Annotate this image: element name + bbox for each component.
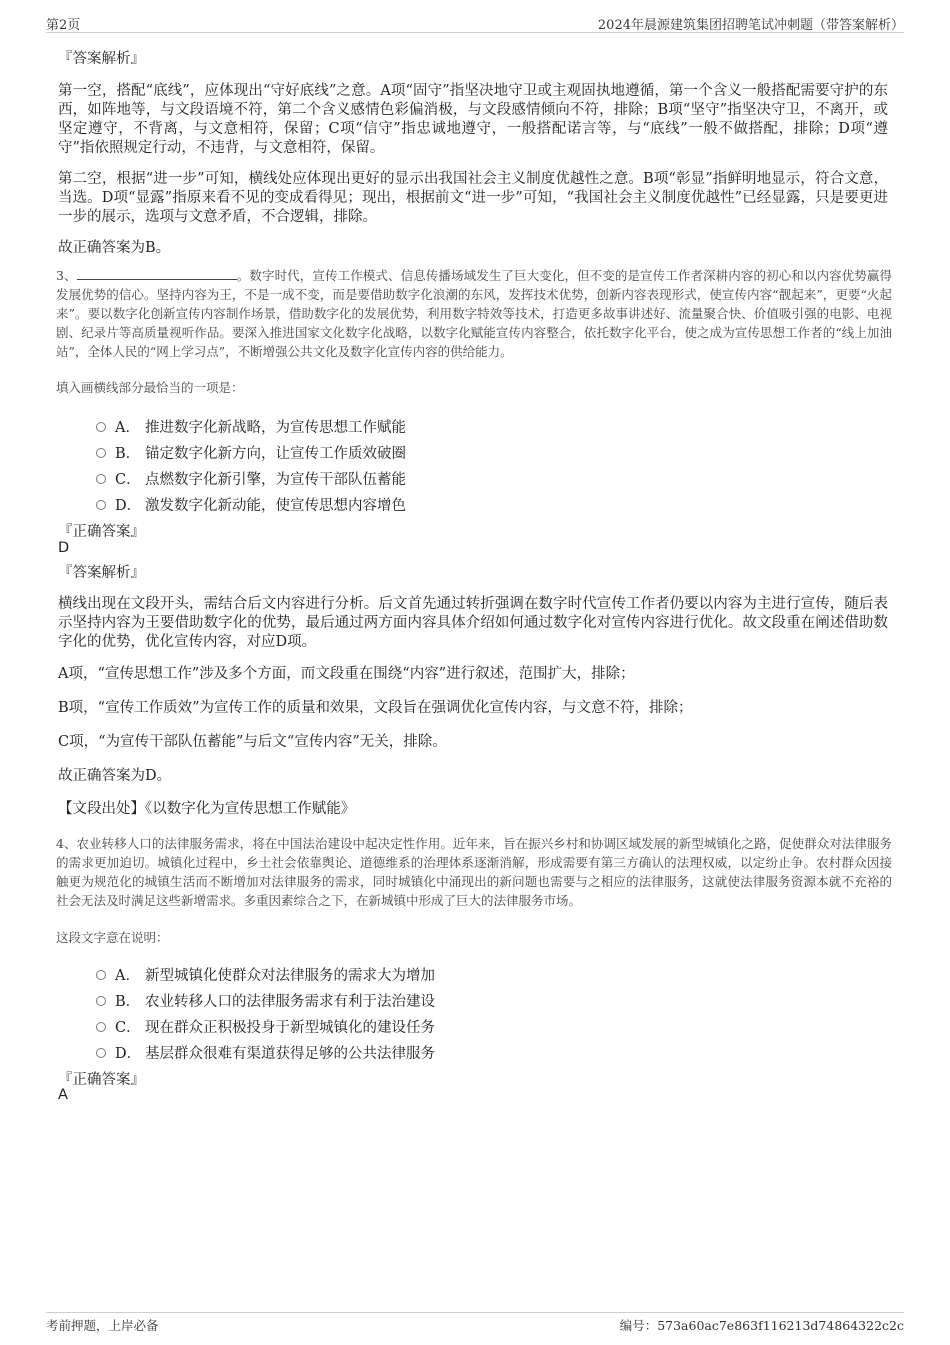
- footer-slogan: 考前押题，上岸必备: [46, 1318, 159, 1333]
- question-3-text: 。数字时代，宣传工作模式、信息传播场域发生了巨大变化，但不变的是宣传工作者深耕内容的初心和以内容优势赢得发展优势的信心。坚持内容为王，不是一成不变，而是要借助数字化浪潮的东风，发挥技术优势，创新内容表现形式，使宣传内容“靓起来”，更要“火起来”。要以数字化创新宣传内容制作场景，借助数字化的发展优势，利用数字特效等技术，打造更多故事讲述好、流量聚合快、价值吸引强的电影、电视剧、纪录片等高质量视听作品。要深入推进国家文化数字化战略，以数字化赋能宣传内容整合，依托数字化平台，使之成为宣传思想工作者的“线上加油站”，全体人民的“网上学习点”，不断增强公共文化及数字化宣传内容的供给能力。: [56, 268, 893, 359]
- q2-analysis-paragraph-1: 第一空，搭配“底线”，应体现出“守好底线”之意。A项“固守”指坚决地守卫或主观固执地遵循，第一个含义一般搭配需要守护的东西，如阵地等，与文段语境不符，第二个含义感情色彩偏消极，与文段感情倾向不符，排除；B项“坚守”指坚决守卫，不离开，或坚定遵守，不背离，与文意相符，保留；C项“信守”指忠诚地遵守，一般搭配诺言等，与“底线”一般不做搭配，排除；D项“遵守”指依照规定行动，不违背，与文意相符，保留。: [58, 83, 888, 156]
- document-id: 编号：573a60ac7e863f116213d74864322c2c: [619, 1318, 904, 1333]
- q3-analysis-label: 『答案解析』: [58, 565, 145, 581]
- question-3-stem: [56, 266, 892, 361]
- q4-option-a[interactable]: A． 新型城镇化使群众对法律服务的需求大为增加: [96, 964, 435, 984]
- q3-option-a[interactable]: A． 推进数字化新战略，为宣传思想工作赋能: [96, 416, 406, 436]
- page-header: [46, 14, 904, 33]
- q4-option-c[interactable]: C． 现在群众正积极投身于新型城镇化的建设任务: [96, 1016, 435, 1036]
- page-footer: [46, 1312, 904, 1334]
- q3-option-c[interactable]: C． 点燃数字化新引擎，为宣传干部队伍蓄能: [96, 468, 406, 488]
- q3-conclusion: 故正确答案为D。: [58, 768, 172, 784]
- q4-answer-label: 『正确答案』: [58, 1072, 145, 1088]
- q3-analysis-option-b: B项，“宣传工作质效”为宣传工作的质量和效果，文段旨在强调优化宣传内容，与文意不符，排除；: [58, 700, 693, 716]
- radio-button[interactable]: [96, 474, 106, 484]
- question-3-prompt: 填入画横线部分最恰当的一项是：: [56, 380, 244, 395]
- q3-option-b[interactable]: B． 锚定数字化新方向，让宣传工作质效破圈: [96, 442, 406, 462]
- radio-button[interactable]: [96, 422, 106, 432]
- q4-answer: A: [58, 1087, 68, 1103]
- q3-option-d[interactable]: D． 激发数字化新动能，使宣传思想内容增色: [96, 494, 406, 514]
- q2-analysis-paragraph-2: 第二空，根据“进一步”可知，横线处应体现出更好的显示出我国社会主义制度优越性之意。B项“彰显”指鲜明地显示，符合文意，当选。D项“显露”指原来看不见的变成看得见；现出，根据前文“进一步”可知，“我国社会主义制度优越性”已经显露，只是要更进一步的展示，选项与文意矛盾，不合逻辑，排除。: [58, 171, 888, 225]
- q3-analysis-option-c: C项，“为宣传干部队伍蓄能”与后文“宣传内容”无关，排除。: [58, 734, 447, 750]
- q3-answer: D: [58, 540, 70, 556]
- q4-option-b[interactable]: B． 农业转移人口的法律服务需求有利于法治建设: [96, 990, 435, 1010]
- q2-analysis-label: 『答案解析』: [58, 51, 145, 67]
- q4-option-d[interactable]: D． 基层群众很难有渠道获得足够的公共法律服务: [96, 1042, 435, 1062]
- q3-answer-label: 『正确答案』: [58, 524, 145, 540]
- radio-button[interactable]: [96, 1022, 106, 1032]
- q3-analysis-paragraph: 横线出现在文段开头，需结合后文内容进行分析。后文首先通过转折强调在数字时代宣传工作者仍要以内容为主进行宣传，随后表示坚持内容为王要借助数字化的优势，最后通过两方面内容具体介绍如何通过数字化对宣传内容进行优化。故文段重在阐述借助数字化的优势，优化宣传内容，对应D项。: [58, 596, 888, 650]
- radio-button[interactable]: [96, 1048, 106, 1058]
- page-number: 第2页: [46, 18, 81, 33]
- question-3-number: 3、: [56, 268, 77, 283]
- document-title: 2024年晨源建筑集团招聘笔试冲刺题（带答案解析）: [597, 18, 904, 33]
- question-4-prompt: 这段文字意在说明：: [56, 930, 169, 945]
- radio-button[interactable]: [96, 996, 106, 1006]
- q3-source: 【文段出处】《以数字化为宣传思想工作赋能》: [58, 801, 356, 817]
- q2-conclusion: 故正确答案为B。: [58, 240, 171, 256]
- q3-analysis-option-a: A项，“宣传思想工作”涉及多个方面，而文段重在围绕“内容”进行叙述，范围扩大，排除；: [58, 666, 635, 682]
- radio-button[interactable]: [96, 500, 106, 510]
- question-4-stem: 4、农业转移人口的法律服务需求，将在中国法治建设中起决定性作用。近年来，旨在振兴乡村和协调区域发展的新型城镇化之路，促使群众对法律服务的需求更加迫切。城镇化过程中，乡土社会依靠舆论、道德维系的治理体系逐渐消解，形成需要有第三方确认的法理权威，以定纷止争。农村群众因接触更为规范化的城镇生活而不断增加对法律服务的需求，同时城镇化中涌现出的新问题也需要与之相应的法律服务，这就使法律服务资源本就不充裕的社会无法及时满足这些新增需求。多重因素综合之下，在新城镇中形成了巨大的法律服务市场。: [56, 836, 892, 908]
- radio-button[interactable]: [96, 448, 106, 458]
- fill-blank-line: [77, 267, 237, 280]
- radio-button[interactable]: [96, 970, 106, 980]
